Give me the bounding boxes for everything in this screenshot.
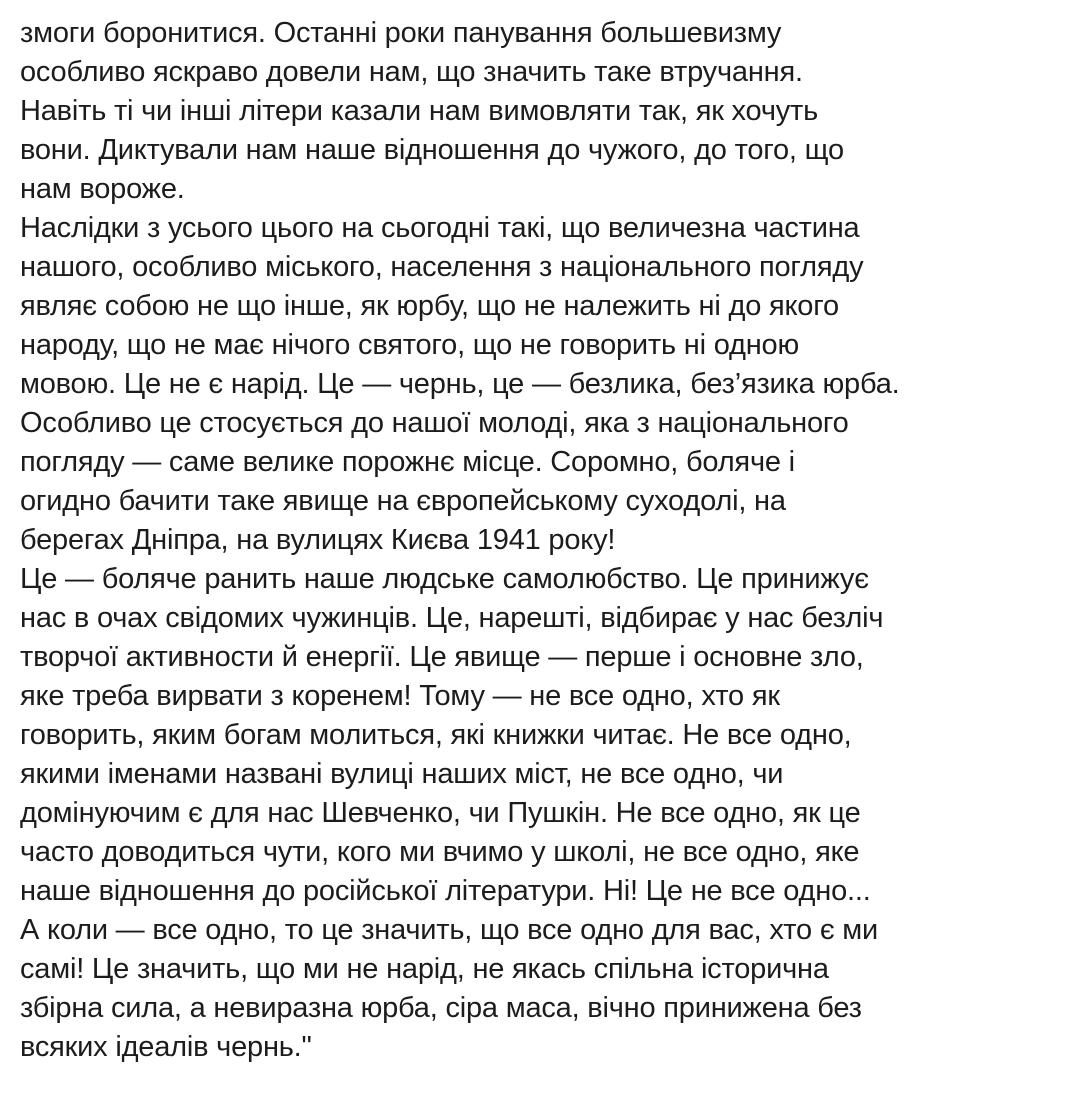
text-line: берегах Дніпра, на вулицях Києва 1941 року! (20, 524, 616, 556)
text-line: А коли — все одно, то це значить, що все одно для вас, хто є ми (20, 914, 879, 946)
text-line: мовою. Це не є нарід. Це — чернь, це — безлика, без’язика юрба. (20, 368, 900, 400)
text-line: народу, що не має нічого святого, що не говорить ні одною (20, 329, 800, 361)
text-line: часто доводиться чути, кого ми вчимо у школі, не все одно, яке (20, 836, 860, 868)
text-line: самі! Це значить, що ми не нарід, не якась спільна історична (20, 953, 829, 985)
text-line: Наслідки з усього цього на сьогодні такі, що величезна частина (20, 212, 860, 244)
text-line: змоги боронитися. Останні роки панування большевизму (20, 17, 782, 49)
text-line: творчої активности й енергії. Це явище — перше і основне зло, (20, 641, 864, 673)
text-line: всяких ідеалів чернь." (20, 1031, 312, 1063)
document-text (20, 14, 1070, 1067)
text-line: погляду — саме велике порожнє місце. Соромно, боляче і (20, 446, 795, 478)
text-line: являє собою не що інше, як юрбу, що не належить ні до якого (20, 290, 839, 322)
text-line: якими іменами названі вулиці наших міст, не все одно, чи (20, 758, 784, 790)
text-line: яке треба вирвати з коренем! Тому — не все одно, хто як (20, 680, 780, 712)
text-line: нас в очах свідомих чужинців. Це, нарешті, відбирає у нас безліч (20, 602, 884, 634)
text-line: Навіть ті чи інші літери казали нам вимовляти так, як хочуть (20, 95, 819, 127)
text-line: наше відношення до російської літератури. Ні! Це не все одно... (20, 875, 871, 907)
text-line: Особливо це стосується до нашої молоді, яка з національного (20, 407, 849, 439)
text-line: домінуючим є для нас Шевченко, чи Пушкін. Не все одно, як це (20, 797, 861, 829)
text-line: вони. Диктували нам наше відношення до чужого, до того, що (20, 134, 844, 166)
text-line: збірна сила, а невиразна юрба, сіра маса, вічно принижена без (20, 992, 862, 1024)
text-line: нашого, особливо міського, населення з національного погляду (20, 251, 864, 283)
text-line: говорить, яким богам молиться, які книжки читає. Не все одно, (20, 719, 852, 751)
text-line: особливо яскраво довели нам, що значить таке втручання. (20, 56, 803, 88)
text-line: Це — боляче ранить наше людське самолюбство. Це принижує (20, 563, 869, 595)
text-line: нам вороже. (20, 173, 185, 205)
text-line: огидно бачити таке явище на європейському суходолі, на (20, 485, 786, 517)
